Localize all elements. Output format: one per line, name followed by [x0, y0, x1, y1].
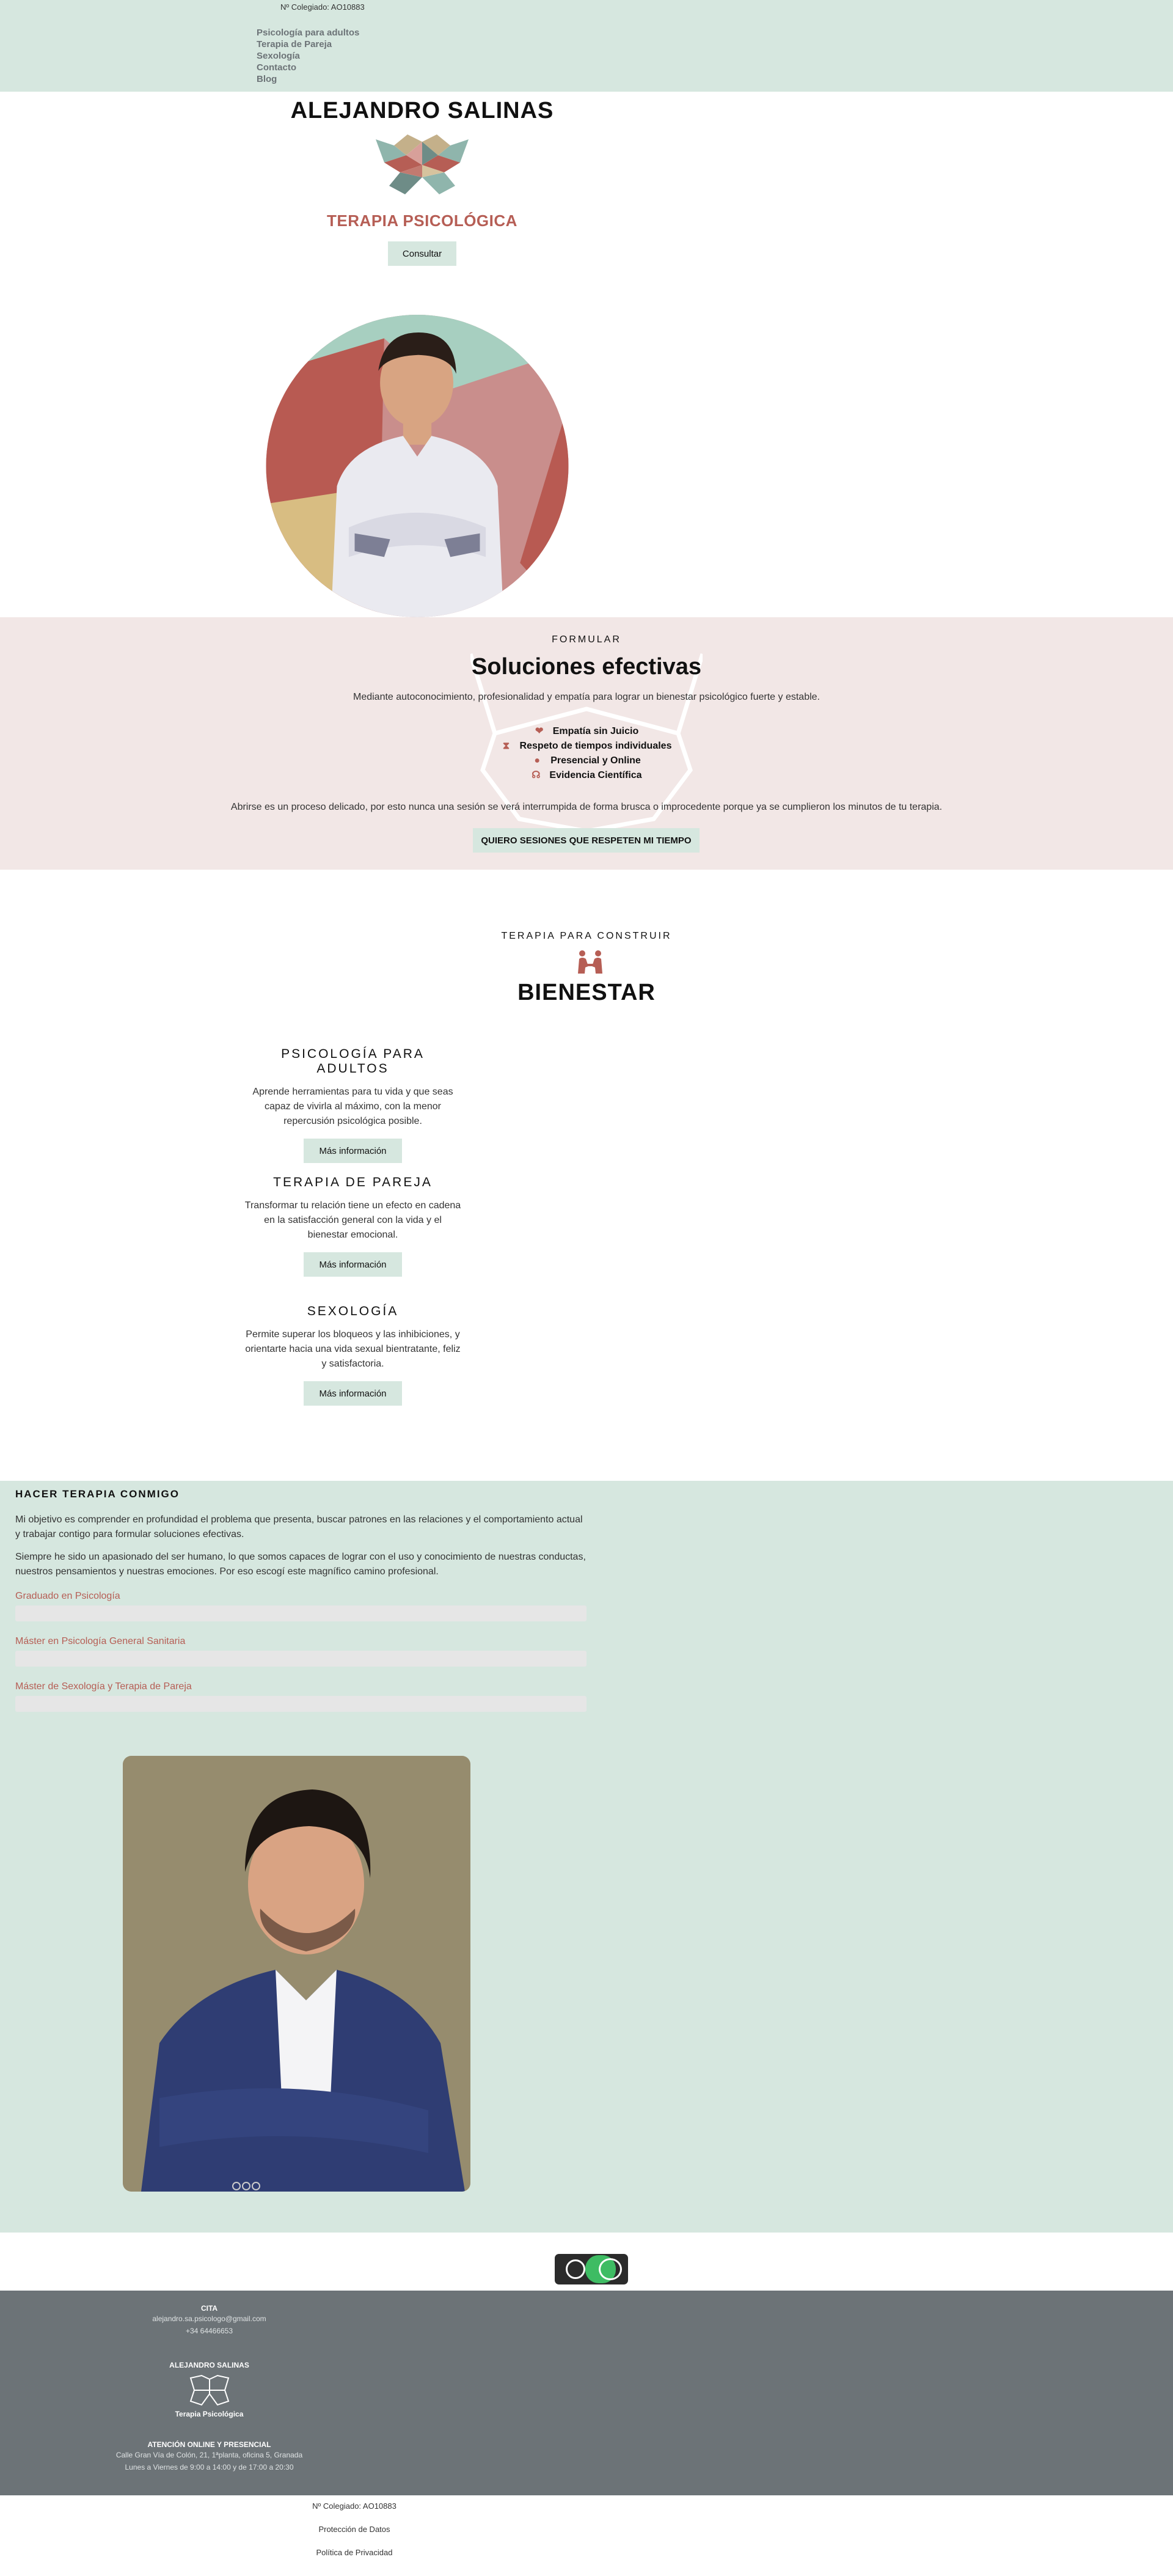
degree-item: [15, 1636, 586, 1667]
carousel-dot[interactable]: [232, 2182, 241, 2190]
soluciones-section: [0, 617, 1173, 870]
sesiones-cta-button[interactable]: QUIERO SESIONES QUE RESPETEN MI TIEMPO: [473, 828, 700, 853]
nav-item-sexologia[interactable]: Sexología: [257, 51, 300, 61]
widget-ring-icon: [599, 2258, 622, 2280]
feature-item: [0, 768, 1173, 783]
hand-heart-icon: ❤: [535, 726, 544, 736]
service-text: Transformar tu relación tiene un efecto en cadena en la satisfacción general con la vida y el bienestar emocional.: [244, 1200, 461, 1240]
widget-strip: [0, 2233, 1173, 2291]
service-title: PSICOLOGÍA PARA ADULTOS: [281, 1047, 425, 1076]
hourglass-icon: ⧗: [502, 741, 510, 751]
footer-address: [92, 2440, 327, 2473]
nav-item-adultos[interactable]: Psicología para adultos: [257, 28, 360, 38]
nav-item-blog[interactable]: Blog: [257, 74, 277, 84]
footer-brand-name: ALEJANDRO SALINAS: [169, 2361, 249, 2369]
service-card-adultos: [244, 1047, 461, 1163]
bienestar-eyebrow: TERAPIA PARA CONSTRUIR: [501, 931, 672, 941]
soluciones-description: Mediante autoconocimiento, profesionalidad y empatía para lograr un bienestar psicológico fuerte y estable.: [353, 692, 820, 702]
service-card-sexologia: [244, 1304, 461, 1406]
service-title: SEXOLOGÍA: [307, 1304, 399, 1318]
degree-label: Graduado en Psicología: [15, 1591, 120, 1601]
politica-privacidad-link[interactable]: Política de Privacidad: [316, 2548, 393, 2557]
about-paragraph: Siempre he sido un apasionado del ser humano, lo que somos capaces de lograr con el uso y conocimiento de nuestras conductas, nuestros pensamientos y nuestras emociones. Por eso escogí este magnífico camino profesional.: [15, 1552, 586, 1577]
carousel-dot[interactable]: [252, 2182, 260, 2190]
chat-bubbles-icon: ●: [534, 755, 541, 766]
feature-label: Empatía sin Juicio: [552, 726, 639, 736]
soluciones-title: Soluciones efectivas: [472, 654, 701, 680]
footer-email[interactable]: alejandro.sa.psicologo@gmail.com: [152, 2314, 266, 2323]
service-text: Permite superar los bloqueos y las inhibiciones, y orientarte hacia una vida sexual bientratante, feliz y satisfactoria.: [245, 1329, 461, 1369]
footer-colegiado: Nº Colegiado: AO10883: [312, 2501, 396, 2511]
footer-phone[interactable]: +34 64466653: [185, 2327, 233, 2335]
brand-name: ALEJANDRO SALINAS: [290, 98, 554, 123]
feature-label: Presencial y Online: [550, 755, 641, 766]
people-talking-icon: [576, 949, 604, 974]
degree-item: [15, 1591, 586, 1621]
carousel-dots: [232, 2182, 261, 2193]
about-paragraph: Mi objetivo es comprender en profundidad el problema que presenta, buscar patrones en las relaciones y el comportamiento actual y trabajar contigo para formular soluciones efectivas.: [15, 1514, 583, 1539]
widget-ring-icon: [566, 2259, 585, 2279]
hero-subtitle: TERAPIA PSICOLÓGICA: [327, 211, 517, 230]
therapist-photo: [123, 1756, 470, 2192]
feature-label: Evidencia Científica: [549, 770, 642, 780]
nav-item-pareja[interactable]: Terapia de Pareja: [257, 39, 332, 50]
colegiado-number: Nº Colegiado: AO10883: [280, 2, 365, 12]
bottom-bar: [0, 2495, 1173, 2563]
stethoscope-icon: ☊: [532, 770, 541, 780]
degree-item: [15, 1681, 586, 1712]
degree-bar: [15, 1651, 586, 1667]
butterfly-outline-logo: [188, 2374, 231, 2406]
degree-label: Máster en Psicología General Sanitaria: [15, 1636, 186, 1646]
feature-list: [0, 724, 1173, 783]
feature-item: [0, 739, 1173, 754]
nav-item-contacto[interactable]: Contacto: [257, 62, 296, 73]
carousel-dot[interactable]: [242, 2182, 250, 2190]
feature-item: [0, 754, 1173, 768]
mas-informacion-button[interactable]: Más información: [304, 1381, 402, 1406]
consultar-button[interactable]: Consultar: [388, 241, 456, 266]
about-title: HACER TERAPIA CONMIGO: [15, 1488, 180, 1500]
main-nav: [257, 27, 359, 85]
service-title: TERAPIA DE PAREJA: [273, 1175, 433, 1189]
therapist-portrait-circle: [261, 315, 574, 617]
footer-cita-title: CITA: [200, 2304, 218, 2313]
degree-label: Máster de Sexología y Terapia de Pareja: [15, 1681, 192, 1692]
bienestar-title: BIENESTAR: [517, 980, 656, 1005]
mas-informacion-button[interactable]: Más información: [304, 1252, 402, 1277]
bienestar-section: [0, 870, 1173, 1481]
mas-informacion-button[interactable]: Más información: [304, 1139, 402, 1163]
accessibility-widget[interactable]: [555, 2254, 628, 2284]
feature-label: Respeto de tiempos individuales: [519, 741, 672, 751]
footer-address-line: Calle Gran Vía de Colón, 21, 1ªplanta, oficina 5, Granada: [115, 2451, 303, 2459]
service-text: Aprende herramientas para tu vida y que seas capaz de vivirla al máximo, con la menor repercusión psicológica posible.: [252, 1087, 453, 1126]
hero-section: [0, 92, 1173, 617]
footer-cita: [122, 2304, 296, 2337]
degree-bar: [15, 1696, 586, 1712]
about-section: [0, 1481, 1173, 2233]
butterfly-logo: [376, 134, 469, 196]
site-footer: [0, 2291, 1173, 2495]
proteccion-datos-link[interactable]: Protección de Datos: [318, 2525, 390, 2534]
site-header: [0, 0, 1173, 92]
service-card-pareja: [244, 1175, 461, 1277]
footer-brand-sub: Terapia Psicológica: [175, 2410, 244, 2418]
feature-item: [0, 724, 1173, 739]
footer-brand: [122, 2361, 296, 2418]
footer-hours: Lunes a Viernes de 9:00 a 14:00 y de 17:00 a 20:30: [125, 2463, 294, 2471]
soluciones-eyebrow: FORMULAR: [552, 634, 621, 645]
degree-bar: [15, 1605, 586, 1621]
footer-address-title: ATENCIÓN ONLINE Y PRESENCIAL: [147, 2440, 271, 2449]
soluciones-note: Abrirse es un proceso delicado, por esto nunca una sesión se verá interrumpida de forma brusca o improcedente porque ya se cumplieron los minutos de tu terapia.: [230, 802, 943, 812]
